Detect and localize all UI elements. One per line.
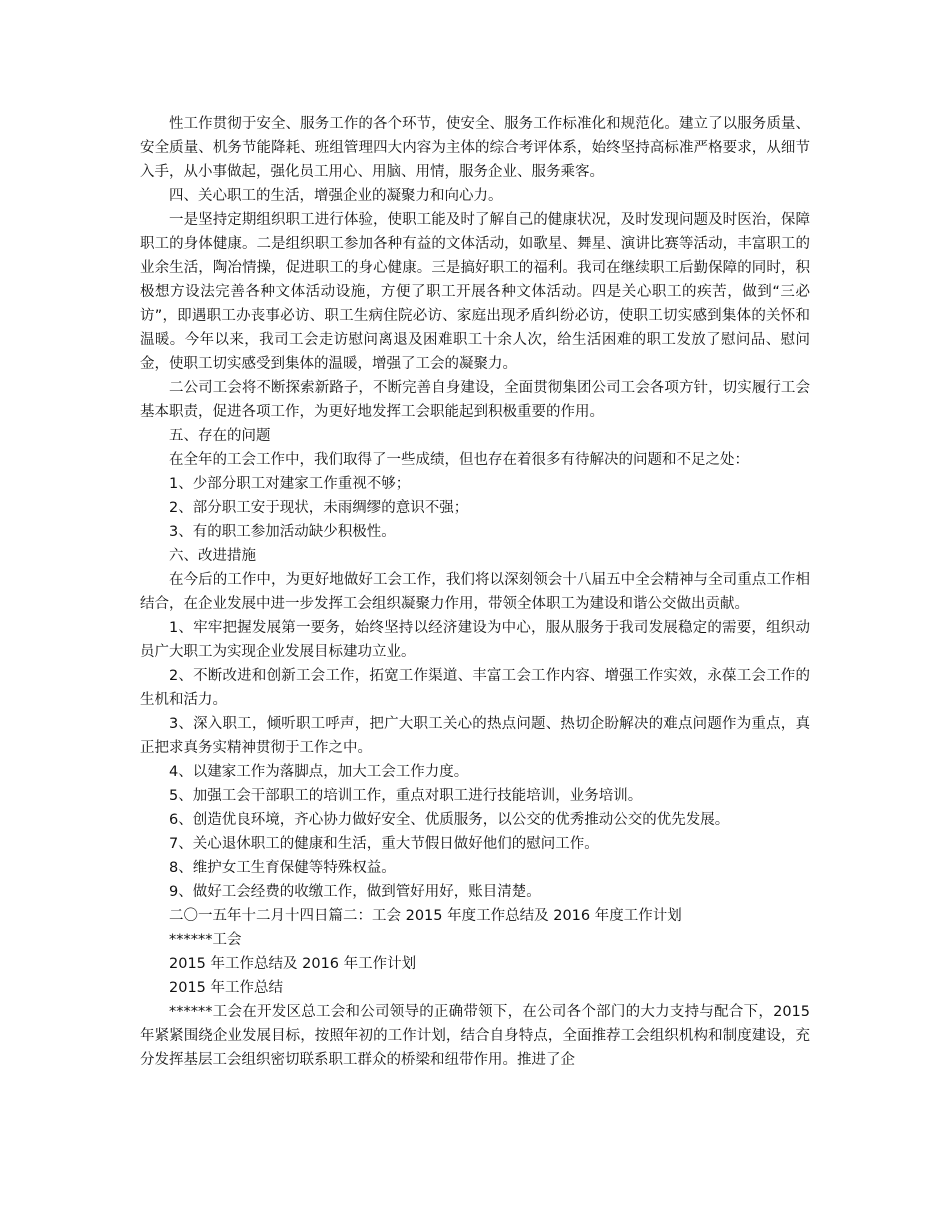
paragraph: 一是坚持定期组织职工进行体验，使职工能及时了解自己的健康状况，及时发现问题及时医治，保障职工的身体健康。二是组织职工参加各种有益的文体活动，如歌星、舞星、演讲比赛等活动，丰富职工的业余生活，陶冶情操，促进职工的身心健康。三是搞好职工的福利。我司在继续职工后勤保障的同时，积极想方设法完善各种文体活动设施，方便了职工开展各种文体活动。四是关心职工的疾苦，做到“三必访”，即遇职工办丧事必访、职工生病住院必访、家庭出现矛盾纠纷必访，使职工切实感到集体的关怀和温暖。今年以来，我司工会走访慰问离退及困难职工十余人次，给生活困难的职工发放了慰问品、慰问金，使职工切实感受到集体的温暖，增强了工会的凝聚力。 [140, 212, 810, 372]
list-item: 2、不断改进和创新工会工作，拓宽工作渠道、丰富工会工作内容、增强工作实效，永葆工会工作的生机和活力。 [140, 668, 810, 708]
list-item: 4、以建家工作为落脚点，加大工会工作力度。 [169, 764, 469, 780]
section-heading: 2015 年工作总结 [169, 980, 284, 996]
date-and-title-line: 二〇一五年十二月十四日篇二：工会 2015 年度工作总结及 2016 年度工作计划 [169, 908, 682, 924]
list-item: 1、少部分职工对建家工作重视不够； [169, 476, 411, 492]
section-heading: 四、关心职工的生活，增强企业的凝聚力和向心力。 [169, 188, 503, 204]
list-item: 1、牢牢把握发展第一要务，始终坚持以经济建设为中心，服从服务于我司发展稳定的需要，组织动员广大职工为实现企业发展目标建功立业。 [140, 620, 810, 660]
section-heading: 六、改进措施 [169, 548, 256, 564]
paragraph: 二公司工会将不断探索新路子，不断完善自身建设，全面贯彻集团公司工会各项方针，切实履行工会基本职责，促进各项工作，为更好地发挥工会职能起到积极重要的作用。 [140, 380, 810, 420]
organization-name: ******工会 [169, 932, 242, 948]
list-item: 2、部分职工安于现状，未雨绸缪的意识不强； [169, 500, 469, 516]
list-item: 9、做好工会经费的收缴工作，做到管好用好，账目清楚。 [169, 884, 541, 900]
document-body [140, 112, 810, 1072]
list-item: 8、维护女工生育保健等特殊权益。 [169, 860, 396, 876]
section-heading: 五、存在的问题 [169, 428, 271, 444]
document-title: 2015 年工作总结及 2016 年工作计划 [169, 956, 417, 972]
list-item: 3、深入职工，倾听职工呼声，把广大职工关心的热点问题、热切企盼解决的难点问题作为重点，真正把求真务实精神贯彻于工作之中。 [140, 716, 810, 756]
paragraph: 性工作贯彻于安全、服务工作的各个环节，使安全、服务工作标准化和规范化。建立了以服务质量、安全质量、机务节能降耗、班组管理四大内容为主体的综合考评体系，始终坚持高标准严格要求，从细节入手，从小事做起，强化员工用心、用脑、用情，服务企业、服务乘客。 [140, 116, 810, 180]
paragraph: 在全年的工会工作中，我们取得了一些成绩，但也存在着很多有待解决的问题和不足之处： [169, 452, 749, 468]
list-item: 6、创造优良环境，齐心协力做好安全、优质服务，以公交的优秀推动公交的优先发展。 [169, 812, 730, 828]
list-item: 7、关心退休职工的健康和生活，重大节假日做好他们的慰问工作。 [169, 836, 599, 852]
list-item: 3、有的职工参加活动缺少积极性。 [169, 524, 396, 540]
list-item: 5、加强工会干部职工的培训工作，重点对职工进行技能培训，业务培训。 [169, 788, 643, 804]
paragraph: 在今后的工作中，为更好地做好工会工作，我们将以深刻领会十八届五中全会精神与全司重点工作相结合，在企业发展中进一步发挥工会组织凝聚力作用，带领全体职工为建设和谐公交做出贡献。 [140, 572, 810, 612]
paragraph: ******工会在开发区总工会和公司领导的正确带领下，在公司各个部门的大力支持与配合下，2015 年紧紧围绕企业发展目标，按照年初的工作计划，结合自身特点，全面推荐工会组织机构和制度建设，充分发挥基层工会组织密切联系职工群众的桥梁和纽带作用。推进了企 [140, 1004, 810, 1068]
